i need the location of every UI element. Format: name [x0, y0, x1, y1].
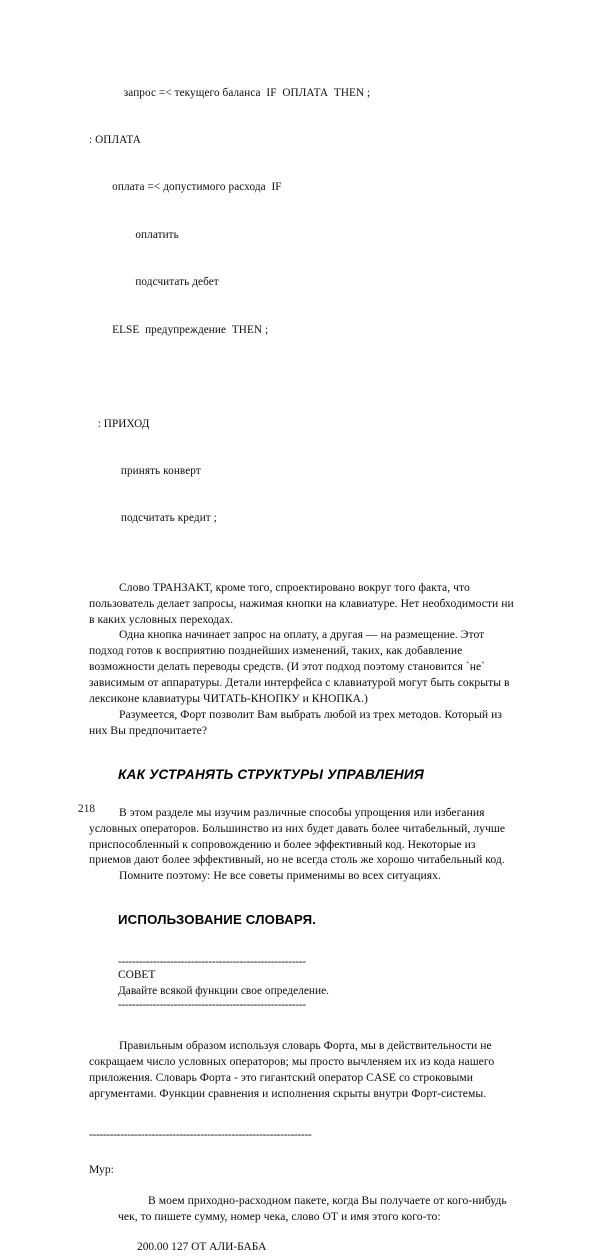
code-line: ELSE предупреждение THEN ;	[89, 323, 269, 336]
code-line: : ПРИХОД	[89, 417, 150, 430]
code-line: подсчитать дебет	[89, 276, 219, 289]
section-divider: ----------------------------------------------------------------	[89, 1128, 312, 1141]
code-listing-top	[89, 54, 517, 370]
quote-block	[89, 1193, 517, 1225]
spacer	[89, 1102, 517, 1129]
quote-example: 200.00 127 ОТ АЛИ-БАБА	[137, 1240, 267, 1253]
subsection-heading: ИСПОЛЬЗОВАНИЕ СЛОВАРЯ.	[118, 912, 317, 928]
code-line: оплатить	[89, 228, 179, 241]
paragraph: В этом разделе мы изучим различные способы упрощения или избегания условных операторов. Большинство из них будет давать более читабельный, лучше приспособленный к сопровождению и более эффективный код. Некоторые из приемов дают более эффективный, но не всегда столь же хорошо читабельный код.	[89, 805, 506, 867]
quote-text: В моем приходно-расходном пакете, когда Вы получаете от кого-нибудь чек, то пишете сумму, номер чека, слово ОТ и имя этого кого-то:	[118, 1193, 507, 1223]
spacer	[89, 370, 517, 385]
speaker-label: Мур:	[89, 1162, 114, 1176]
code-line: принять конверт	[89, 464, 201, 477]
paragraph: Одна кнопка начинает запрос на оплату, а другая — на размещение. Этот подход готов к восприятию позднейших изменений, таких, как добавление возможности делать переводы средств. (И этот подход поэтому становится `не` зависимым от аппаратуры. Детали интерфейса с клавиатурой могут быть сокрыты в лексиконе клавиатуры ЧИТАТЬ-КНОПКУ и КНОПКА.)	[89, 628, 510, 706]
tip-text: Давайте всякой функции свое определение.	[118, 984, 330, 997]
spacer	[89, 1178, 517, 1193]
page-content	[89, 54, 517, 1256]
code-line: : ОПЛАТА	[89, 133, 141, 146]
spacer	[89, 1141, 517, 1162]
spacer	[89, 929, 517, 956]
paragraph: Правильным образом используя словарь Форта, мы в действительности не сокращаем число условных операторов; мы просто вычленяем их из кода нашего приложения. Словарь Форта - это гигантский оператор CASE со строковыми аргументами. Функции сравнения и исполнения скрыты внутри Форт-системы.	[89, 1039, 495, 1101]
page-number: 218	[78, 803, 96, 815]
code-line: оплата =< допустимого расхода IF	[89, 181, 282, 194]
spacer	[89, 884, 517, 911]
spacer	[89, 739, 517, 766]
paragraph: Разумеется, Форт позволит Вам выбрать любой из трех методов. Который из них Вы предпочитаете?	[89, 707, 502, 737]
code-line: запрос =< текущего баланса IF ОПЛАТА THEN ;	[89, 86, 371, 99]
tip-block	[89, 956, 517, 1011]
spacer	[89, 1011, 517, 1038]
spacer	[89, 784, 517, 805]
paragraph: Слово ТРАНЗАКТ, кроме того, спроектировано вокруг того факта, что пользователь делает запросы, нажимая кнопки на клавиатуре. Нет необходимости ни в каких условных переходах.	[89, 580, 514, 626]
tip-label: СОВЕТ	[118, 969, 156, 982]
paragraph: Помните поэтому: Не все советы применимы во всех ситуациях.	[119, 869, 441, 883]
tip-rule-bottom: ------------------------------------------------------	[118, 999, 306, 1012]
code-line: подсчитать кредит ;	[89, 512, 217, 525]
spacer	[89, 559, 517, 580]
spacer	[89, 1225, 517, 1240]
code-listing-prihod	[89, 385, 517, 559]
section-heading: КАК УСТРАНЯТЬ СТРУКТУРЫ УПРАВЛЕНИЯ	[118, 766, 424, 782]
tip-rule-top: ------------------------------------------------------	[118, 956, 306, 969]
